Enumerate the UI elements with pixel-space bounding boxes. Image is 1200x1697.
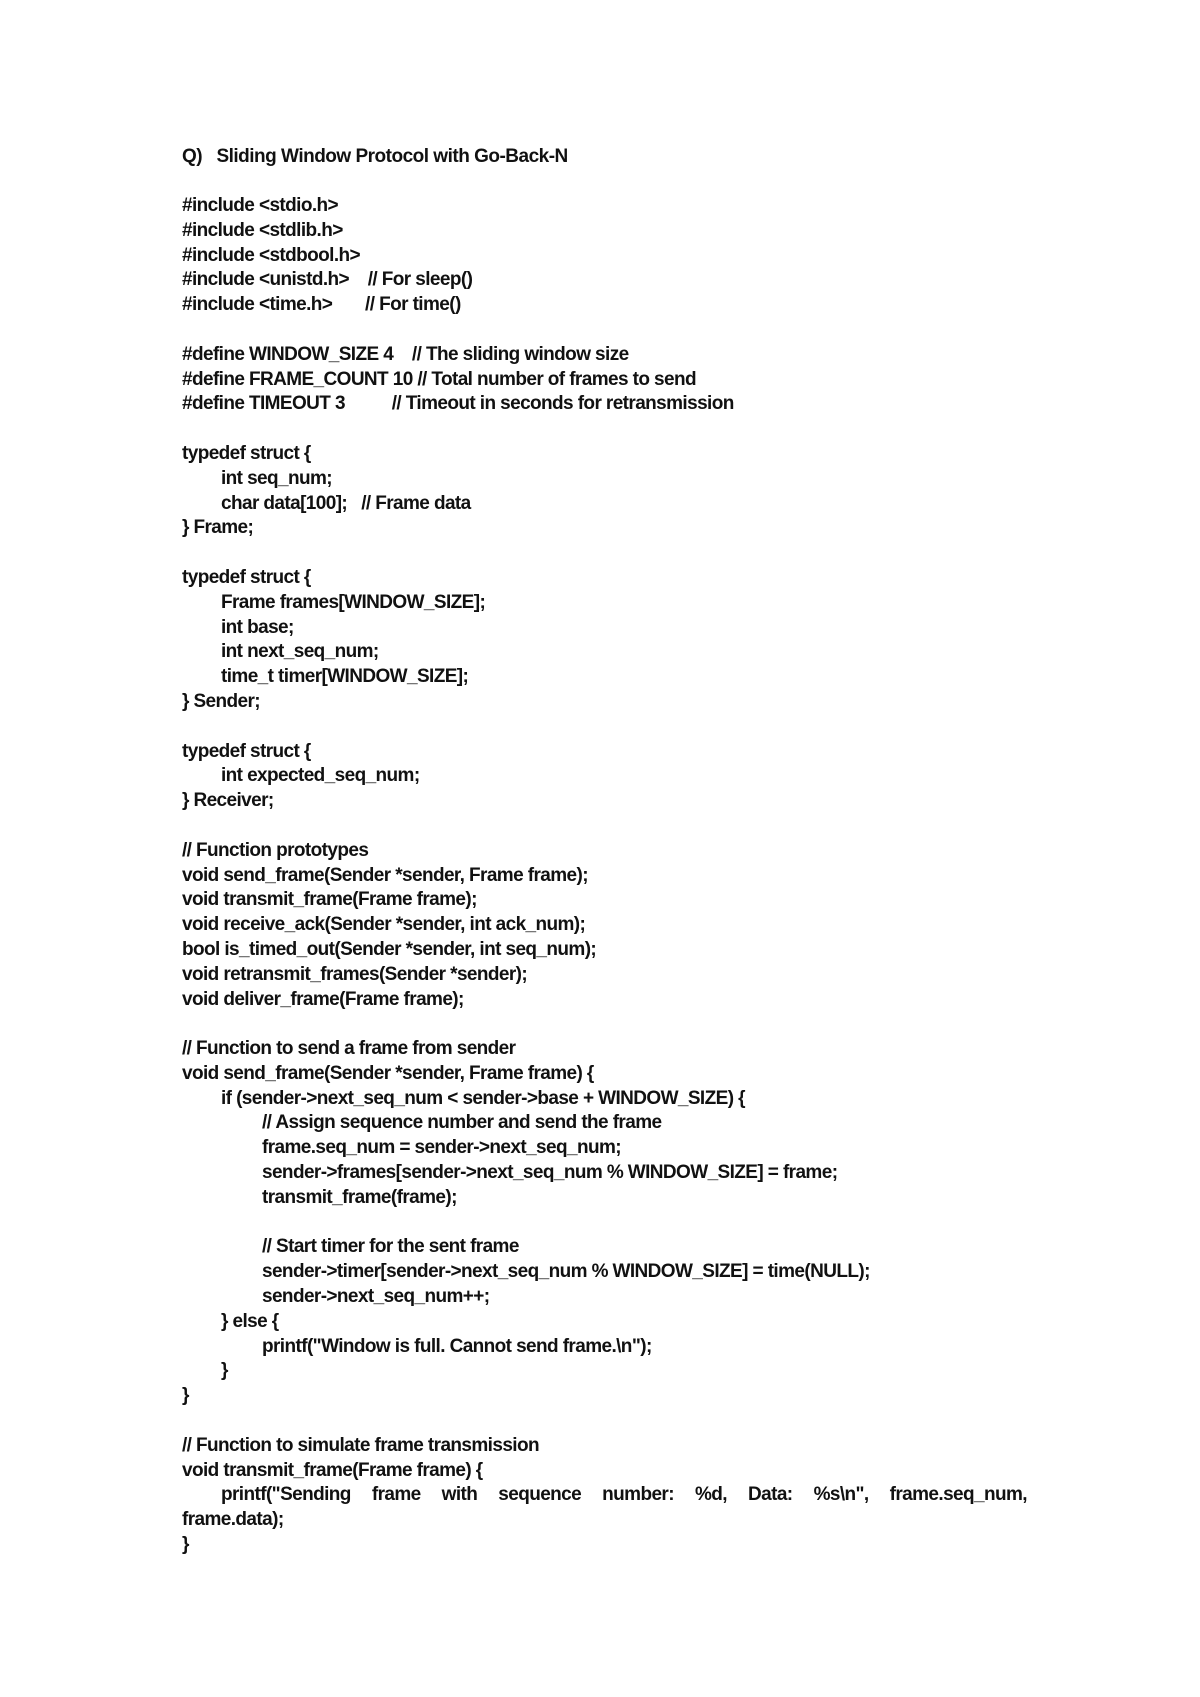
- code-line-store-frame: sender->frames[sender->next_seq_num % WINDOW_SIZE] = frame;: [262, 1162, 838, 1184]
- code-line-sender-timer: time_t timer[WINDOW_SIZE];: [221, 666, 469, 688]
- printf-word: with: [441, 1484, 478, 1506]
- printf-word: Data:: [748, 1484, 793, 1506]
- code-line-sender-frames: Frame frames[WINDOW_SIZE];: [221, 591, 486, 613]
- code-line-frame-struct-open: typedef struct {: [182, 442, 311, 464]
- code-line-include-stdio: #include <stdio.h>: [182, 195, 339, 216]
- code-comment-transmit-frame: // Function to simulate frame transmission: [182, 1434, 539, 1456]
- code-line-include-time: #include <time.h> // For time(): [182, 294, 461, 316]
- printf-word: printf("Sending: [221, 1484, 351, 1506]
- code-line-assign-seq-num: frame.seq_num = sender->next_seq_num;: [262, 1137, 621, 1159]
- code-line-set-timer: sender->timer[sender->next_seq_num % WINDOW_SIZE] = time(NULL);: [262, 1261, 870, 1283]
- code-line-receiver-struct-close: } Receiver;: [182, 790, 274, 812]
- code-line-include-stdbool: #include <stdbool.h>: [182, 244, 361, 266]
- printf-word: number:: [602, 1484, 674, 1506]
- code-line-include-unistd: #include <unistd.h> // For sleep(): [182, 269, 473, 291]
- code-line-define-timeout: #define TIMEOUT 3 // Timeout in seconds for retransmission: [182, 393, 734, 415]
- code-line-else: } else {: [221, 1310, 279, 1332]
- code-line-transmit-frame-signature: void transmit_frame(Frame frame) {: [182, 1459, 483, 1481]
- printf-word: %s\n",: [813, 1484, 869, 1506]
- code-line-printf-continuation: frame.data);: [182, 1509, 284, 1531]
- code-line-proto-retransmit: void retransmit_frames(Sender *sender);: [182, 963, 528, 985]
- code-line-sender-next-seq: int next_seq_num;: [221, 641, 379, 663]
- page-title: Q) Sliding Window Protocol with Go-Back-N: [182, 146, 568, 167]
- code-line-define-frame-count: #define FRAME_COUNT 10 // Total number of frames to send: [182, 368, 696, 390]
- code-line-printf-sending: [182, 1483, 1027, 1508]
- code-line-sender-struct-close: } Sender;: [182, 690, 261, 712]
- blank-line: [182, 1409, 1032, 1434]
- code-line-transmit-frame-close: }: [182, 1534, 189, 1556]
- code-line-include-stdlib: #include <stdlib.h>: [182, 219, 343, 241]
- blank-line: [182, 1012, 1032, 1037]
- code-line-receiver-expected-seq: int expected_seq_num;: [221, 765, 420, 787]
- blank-line: [182, 715, 1032, 740]
- blank-line: [182, 417, 1032, 442]
- blank-line: [182, 814, 1032, 839]
- code-line-proto-receive-ack: void receive_ack(Sender *sender, int ack_num);: [182, 914, 586, 936]
- printf-word: frame: [371, 1484, 421, 1506]
- code-line-call-transmit: transmit_frame(frame);: [262, 1186, 457, 1208]
- printf-word: sequence: [498, 1484, 582, 1506]
- code-comment-assign-seq: // Assign sequence number and send the frame: [262, 1112, 662, 1134]
- code-line-receiver-struct-open: typedef struct {: [182, 740, 311, 762]
- printf-word: frame.seq_num,: [889, 1484, 1027, 1506]
- code-line-increment-seq: sender->next_seq_num++;: [262, 1286, 490, 1308]
- code-comment-send-frame: // Function to send a frame from sender: [182, 1038, 516, 1060]
- code-listing: [182, 194, 1032, 1558]
- blank-line: [182, 318, 1032, 343]
- code-line-inner-close: }: [221, 1360, 228, 1382]
- printf-word: %d,: [695, 1484, 727, 1506]
- code-line-proto-is-timed-out: bool is_timed_out(Sender *sender, int seq_num);: [182, 938, 597, 960]
- blank-line: [182, 1211, 1032, 1236]
- code-line-send-frame-close: }: [182, 1385, 189, 1407]
- code-line-frame-seq-num: int seq_num;: [221, 467, 333, 489]
- code-comment-prototypes: // Function prototypes: [182, 839, 369, 861]
- code-line-proto-transmit-frame: void transmit_frame(Frame frame);: [182, 889, 477, 911]
- code-line-frame-data: char data[100]; // Frame data: [221, 492, 471, 514]
- blank-line: [182, 541, 1032, 566]
- code-line-sender-struct-open: typedef struct {: [182, 566, 311, 588]
- code-line-proto-send-frame: void send_frame(Sender *sender, Frame frame);: [182, 864, 588, 886]
- code-line-frame-struct-close: } Frame;: [182, 517, 254, 539]
- code-line-send-frame-signature: void send_frame(Sender *sender, Frame frame) {: [182, 1062, 594, 1084]
- code-line-proto-deliver-frame: void deliver_frame(Frame frame);: [182, 988, 464, 1010]
- code-line-sender-base: int base;: [221, 616, 294, 638]
- code-line-printf-window-full: printf("Window is full. Cannot send frame.\n");: [262, 1335, 652, 1357]
- code-line-define-window-size: #define WINDOW_SIZE 4 // The sliding window size: [182, 343, 629, 365]
- code-comment-start-timer: // Start timer for the sent frame: [262, 1236, 519, 1258]
- code-line-send-frame-if: if (sender->next_seq_num < sender->base + WINDOW_SIZE) {: [221, 1087, 745, 1109]
